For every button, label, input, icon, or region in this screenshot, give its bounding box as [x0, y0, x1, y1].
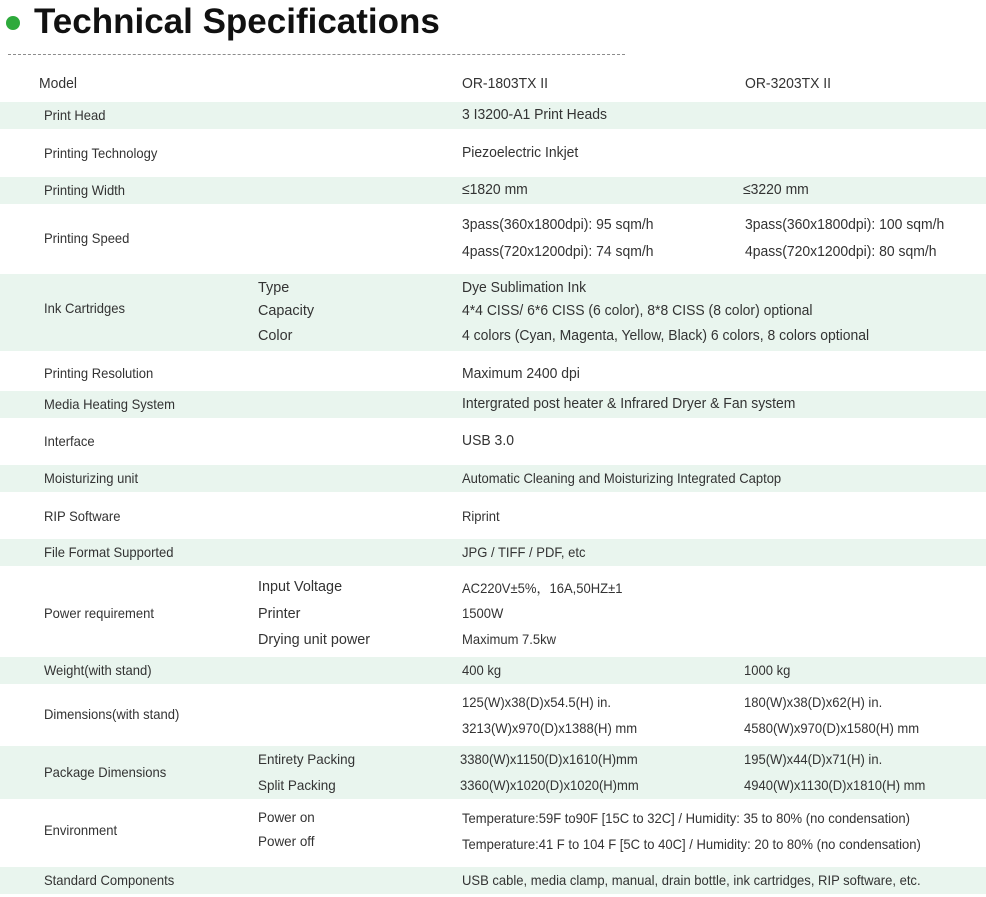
spec-value-model-a-line2: 3213(W)x970(D)x1388(H) mm: [462, 720, 638, 736]
spec-sublabel-power-on: Power on: [258, 809, 315, 825]
spec-label: Interface: [44, 433, 95, 449]
spec-row-print-head: [0, 102, 986, 129]
spec-value-printer: 1500W: [462, 605, 504, 621]
spec-row-printing-resolution: [0, 355, 986, 390]
spec-label: Printing Width: [44, 182, 126, 198]
header-model-a: OR-1803TX II: [462, 75, 549, 92]
spec-value: USB 3.0: [462, 432, 514, 449]
spec-value-type: Dye Sublimation Ink: [462, 279, 587, 296]
spec-value-model-a-line1: 3pass(360x1800dpi): 95 sqm/h: [462, 216, 654, 233]
spec-label: Moisturizing unit: [44, 470, 139, 486]
spec-value-power-on: Temperature:59F to90F [15C to 32C] / Humidity: 35 to 80% (no condensation): [462, 810, 910, 826]
spec-label: Package Dimensions: [44, 764, 167, 780]
spec-value-model-b: 1000 kg: [744, 662, 791, 678]
spec-label: Standard Components: [44, 872, 175, 888]
spec-value-model-a-split: 3360(W)x1020(D)x1020(H)mm: [460, 777, 639, 793]
spec-value-model-b-split: 4940(W)x1130(D)x1810(H) mm: [744, 777, 926, 793]
header-model-label: Model: [39, 75, 77, 92]
spec-sublabel-entirety-packing: Entirety Packing: [258, 751, 356, 767]
spec-row-power-requirement: [0, 567, 986, 655]
spec-value-model-b-line1: 180(W)x38(D)x62(H) in.: [744, 694, 883, 710]
spec-label: Weight(with stand): [44, 662, 152, 678]
header-model-b: OR-3203TX II: [745, 75, 832, 92]
spec-value-input-voltage: AC220V±5%，16A,50HZ±1: [462, 580, 623, 596]
spec-value-model-a: ≤1820 mm: [462, 181, 528, 198]
spec-value-model-b-entirety: 195(W)x44(D)x71(H) in.: [744, 751, 883, 767]
spec-value-color: 4 colors (Cyan, Magenta, Yellow, Black) 6 colors, 8 colors optional: [462, 327, 870, 344]
spec-sublabel-color: Color: [258, 327, 293, 344]
spec-sublabel-drying-unit: Drying unit power: [258, 631, 371, 648]
spec-label: Media Heating System: [44, 396, 175, 412]
spec-row-printing-speed: [0, 205, 986, 271]
spec-row-media-heating: [0, 391, 986, 418]
title-divider: [8, 54, 625, 55]
spec-row-dimensions: [0, 686, 986, 744]
spec-label: File Format Supported: [44, 544, 174, 560]
spec-row-printing-technology: [0, 133, 986, 173]
page-title: Technical Specifications: [34, 2, 440, 41]
spec-row-ink-cartridges: [0, 274, 986, 351]
spec-row-weight: [0, 657, 986, 684]
spec-value-capacity: 4*4 CISS/ 6*6 CISS (6 color), 8*8 CISS (8 color) optional: [462, 302, 813, 319]
spec-value-model-a-line2: 4pass(720x1200dpi): 74 sqm/h: [462, 243, 654, 260]
spec-label: Printing Resolution: [44, 365, 154, 381]
title-bullet-icon: [6, 16, 20, 30]
spec-label: Printing Technology: [44, 145, 158, 161]
spec-row-printing-width: [0, 177, 986, 204]
spec-value-model-b-line1: 3pass(360x1800dpi): 100 sqm/h: [745, 216, 945, 233]
spec-value: Maximum 2400 dpi: [462, 365, 580, 382]
spec-sublabel-capacity: Capacity: [258, 302, 315, 319]
spec-value: JPG / TIFF / PDF, etc: [462, 544, 586, 560]
spec-value: Intergrated post heater & Infrared Dryer & Fan system: [462, 395, 796, 412]
spec-row-moisturizing: [0, 465, 986, 492]
spec-row-package-dimensions: [0, 746, 986, 799]
spec-sublabel-printer: Printer: [258, 605, 301, 622]
spec-value-drying-unit: Maximum 7.5kw: [462, 631, 557, 647]
spec-row-environment: [0, 801, 986, 865]
spec-label: Print Head: [44, 107, 106, 123]
spec-label: RIP Software: [44, 508, 121, 524]
spec-sublabel-power-off: Power off: [258, 833, 315, 849]
spec-value-model-a-line1: 125(W)x38(D)x54.5(H) in.: [462, 694, 612, 710]
spec-sublabel-input-voltage: Input Voltage: [258, 578, 343, 595]
spec-row-standard-components: [0, 867, 986, 894]
spec-row-rip-software: [0, 494, 986, 537]
spec-value-power-off: Temperature:41 F to 104 F [5C to 40C] / Humidity: 20 to 80% (no condensation): [462, 836, 921, 852]
spec-sublabel-split-packing: Split Packing: [258, 777, 336, 793]
spec-value: 3 I3200-A1 Print Heads: [462, 106, 608, 123]
spec-value-model-b: ≤3220 mm: [743, 181, 809, 198]
spec-value: Automatic Cleaning and Moisturizing Integrated Captop: [462, 470, 782, 486]
spec-value: Piezoelectric Inkjet: [462, 144, 579, 161]
spec-row-interface: [0, 420, 986, 463]
spec-label: Dimensions(with stand): [44, 706, 180, 722]
spec-sublabel-type: Type: [258, 279, 290, 296]
spec-label: Power requirement: [44, 605, 155, 621]
spec-value-model-a-entirety: 3380(W)x1150(D)x1610(H)mm: [460, 751, 638, 767]
spec-value: Riprint: [462, 508, 500, 524]
spec-value: USB cable, media clamp, manual, drain bottle, ink cartridges, RIP software, etc.: [462, 872, 921, 888]
spec-label: Environment: [44, 822, 118, 838]
spec-value-model-b-line2: 4580(W)x970(D)x1580(H) mm: [744, 720, 920, 736]
table-header-row: [0, 68, 986, 100]
spec-label: Ink Cartridges: [44, 300, 126, 316]
spec-label: Printing Speed: [44, 230, 130, 246]
spec-value-model-a: 400 kg: [462, 662, 502, 678]
spec-value-model-b-line2: 4pass(720x1200dpi): 80 sqm/h: [745, 243, 937, 260]
spec-row-file-format: [0, 539, 986, 566]
